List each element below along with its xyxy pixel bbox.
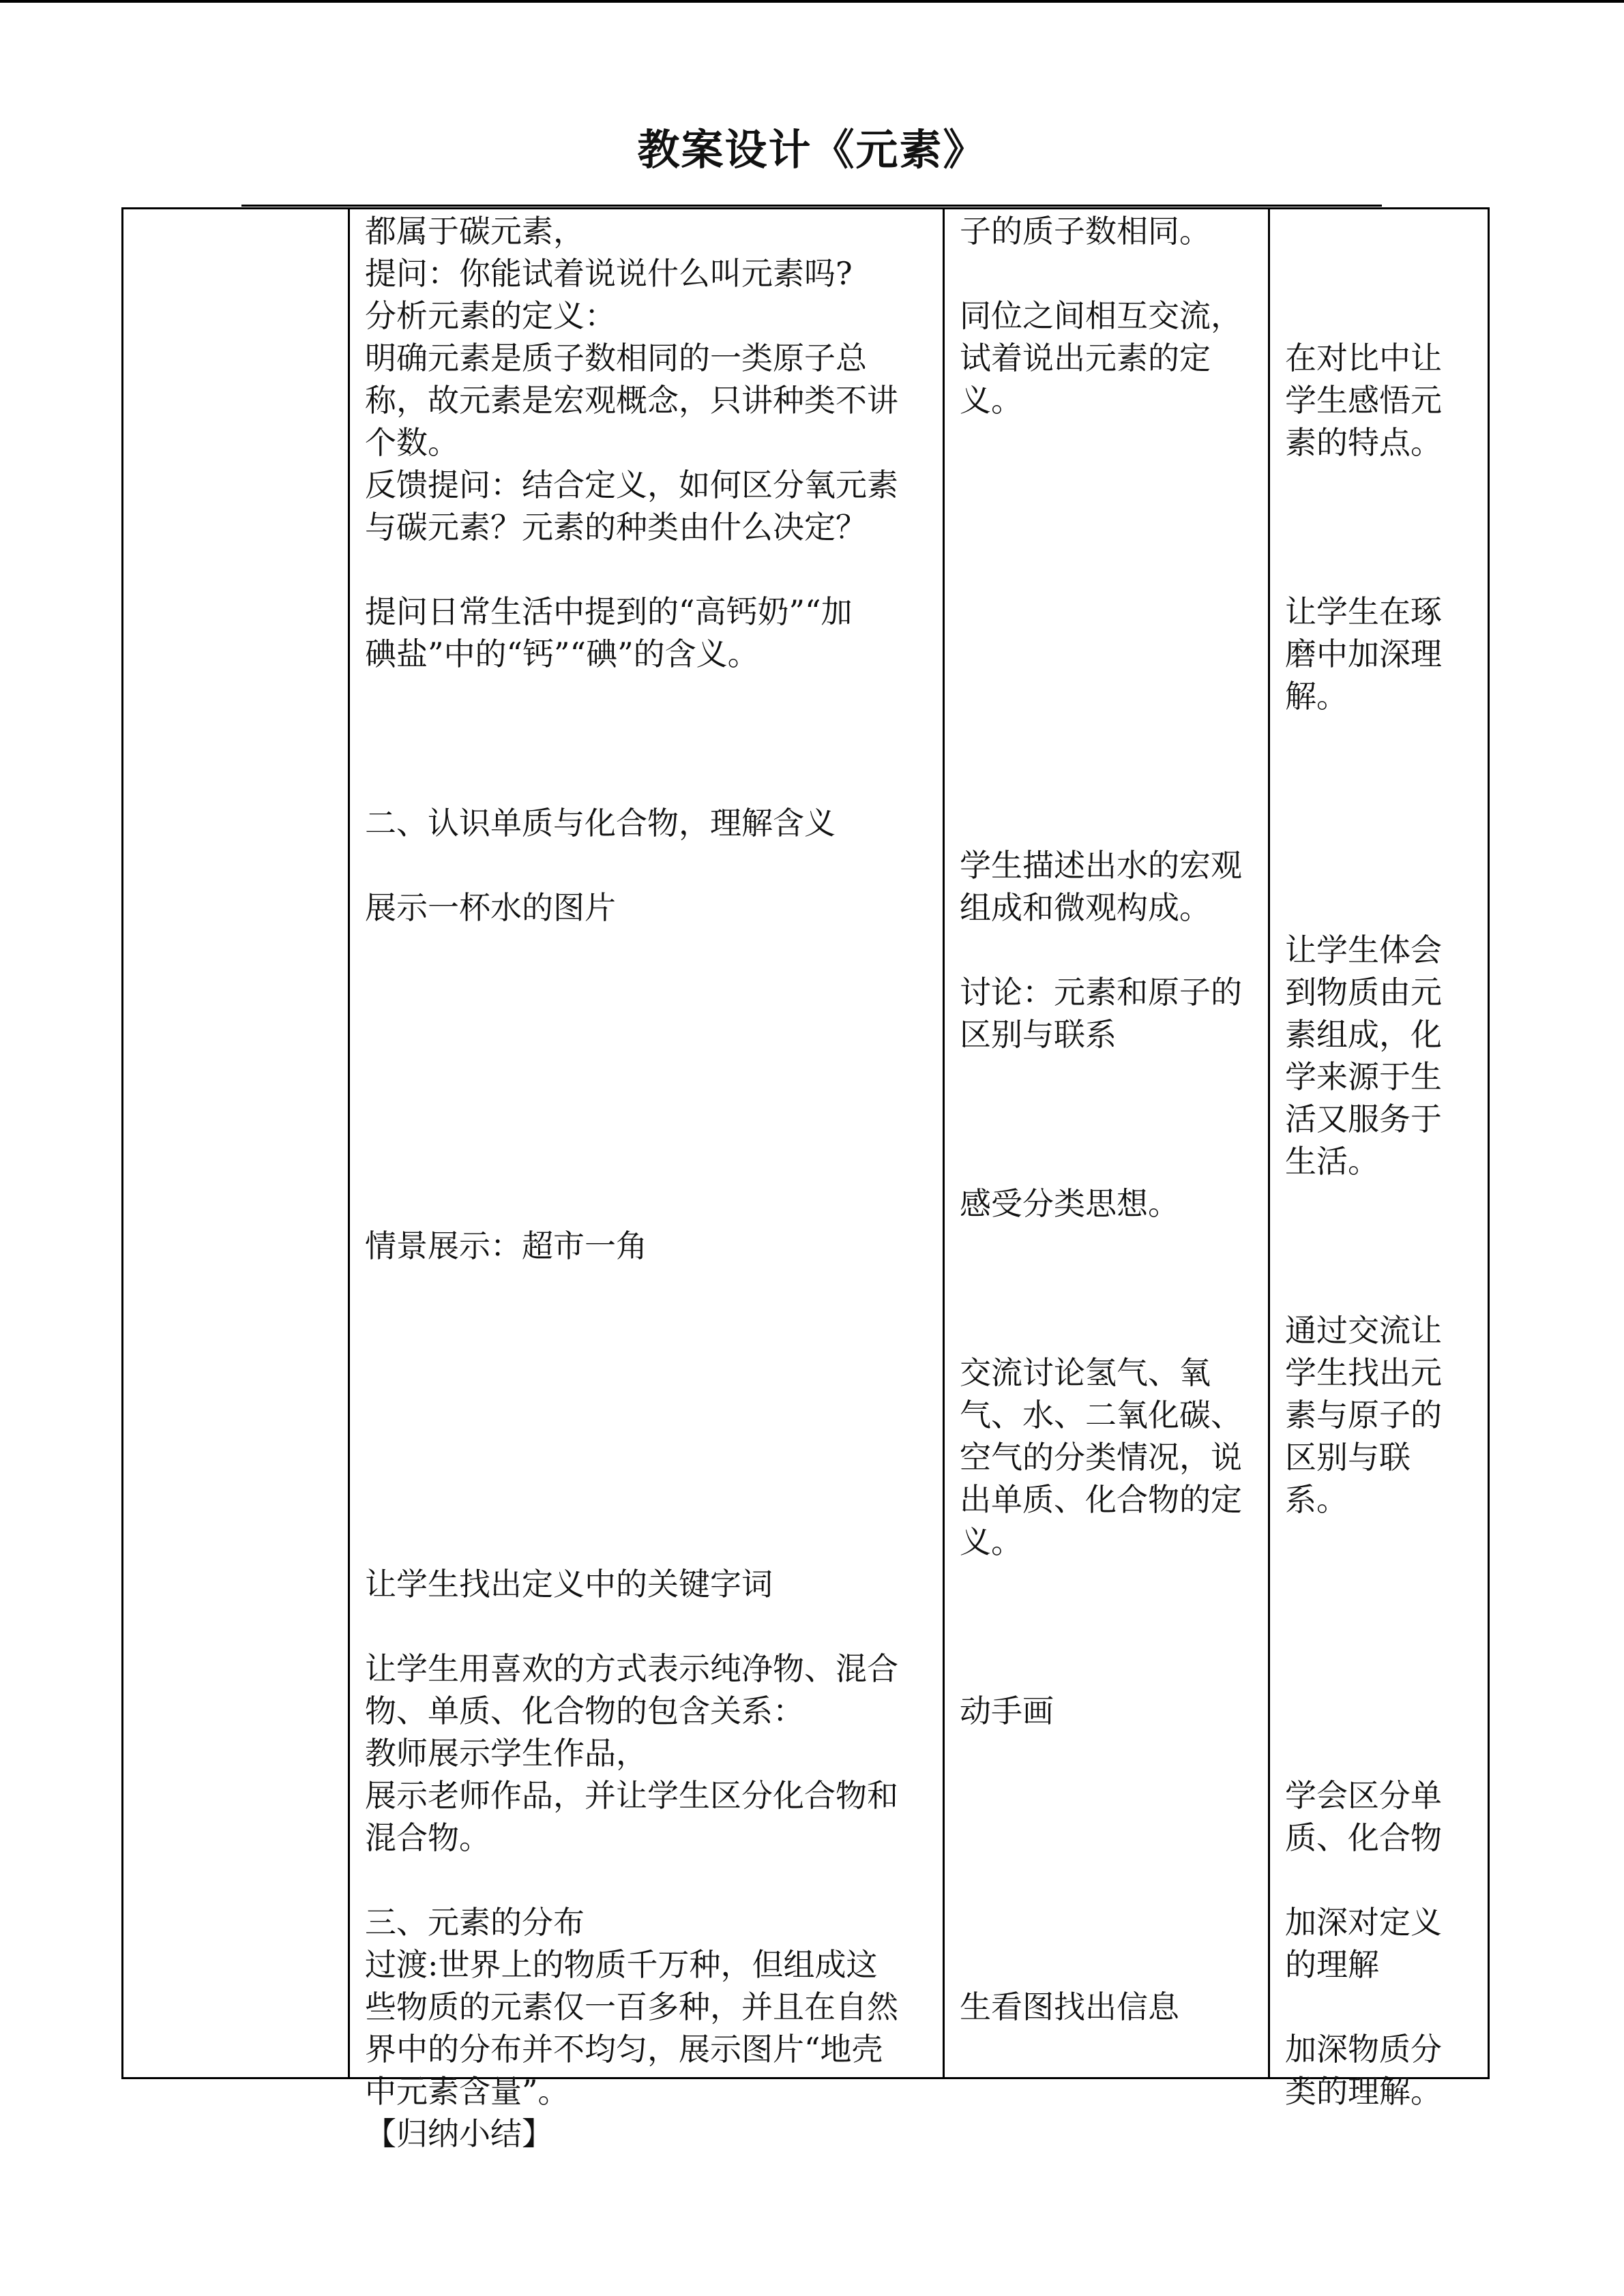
text-line: 义。 bbox=[960, 1523, 1022, 1560]
text-line bbox=[365, 1859, 898, 1901]
text-line: 在对比中让 bbox=[1285, 340, 1442, 376]
text-line bbox=[960, 1267, 1242, 1309]
text-line bbox=[1285, 1225, 1442, 1267]
text-line: 质、化合物 bbox=[1285, 1819, 1442, 1856]
text-line bbox=[1285, 464, 1442, 506]
text-line bbox=[960, 929, 1242, 971]
text-line bbox=[1285, 1859, 1442, 1901]
text-line: 活又服务于 bbox=[1285, 1101, 1442, 1137]
text-line bbox=[365, 717, 898, 760]
text-line bbox=[960, 675, 1242, 717]
text-line: 些物质的元素仅一百多种，并且在自然 bbox=[365, 1988, 898, 2025]
text-line: 通过交流让 bbox=[1285, 1312, 1442, 1349]
text-line: 学来源于生 bbox=[1285, 1058, 1442, 1095]
text-line: 让学生用喜欢的方式表示纯净物、混合 bbox=[365, 1650, 898, 1687]
text-line bbox=[960, 591, 1242, 633]
text-line: 出单质、化合物的定 bbox=[960, 1481, 1242, 1518]
column-divider-3 bbox=[1268, 207, 1270, 2079]
text-line bbox=[960, 1817, 1242, 1859]
text-line: 生看图找出信息 bbox=[960, 1988, 1179, 2025]
text-line bbox=[960, 1140, 1242, 1182]
text-line: 称，故元素是宏观概念，只讲种类不讲 bbox=[365, 382, 898, 419]
text-line: 与碳元素？元素的种类由什么决定？ bbox=[365, 509, 867, 546]
text-line: 义。 bbox=[960, 382, 1022, 419]
text-line bbox=[960, 506, 1242, 548]
text-line: 组成和微观构成。 bbox=[960, 889, 1211, 926]
text-line bbox=[365, 1605, 898, 1648]
text-line bbox=[960, 1774, 1242, 1817]
text-line: 解。 bbox=[1285, 678, 1348, 715]
text-line bbox=[365, 929, 898, 971]
design-intent-column bbox=[1285, 210, 1442, 2113]
text-line: 感受分类思想。 bbox=[960, 1185, 1179, 1222]
text-line: 碘盐”中的“钙”“碘”的含义。 bbox=[365, 636, 759, 672]
text-line bbox=[960, 1943, 1242, 1986]
text-line: 提问：你能试着说说什么叫元素吗? bbox=[365, 255, 853, 292]
page-title: 教案设计《元素》 bbox=[637, 125, 987, 175]
text-line bbox=[365, 971, 898, 1013]
text-line bbox=[365, 1056, 898, 1098]
text-line: 气、水、二氧化碳、 bbox=[960, 1397, 1242, 1433]
text-line bbox=[365, 1394, 898, 1436]
text-line: 让学生在琢 bbox=[1285, 593, 1442, 630]
text-line: 情景展示：超市一角 bbox=[365, 1227, 647, 1264]
text-line: 混合物。 bbox=[365, 1819, 490, 1856]
student-activity-column bbox=[960, 210, 1242, 2028]
text-line bbox=[1285, 886, 1442, 929]
column-divider-1 bbox=[348, 207, 350, 2079]
text-line: 子的质子数相同。 bbox=[960, 213, 1211, 250]
text-line: 学生感悟元 bbox=[1285, 382, 1442, 419]
text-line bbox=[365, 844, 898, 886]
text-line: 明确元素是质子数相同的一类原子总 bbox=[365, 340, 867, 376]
text-line bbox=[1285, 1267, 1442, 1309]
teacher-activity-column bbox=[365, 210, 898, 2155]
column-divider-2 bbox=[943, 207, 945, 2079]
text-line bbox=[960, 1605, 1242, 1648]
page-top-border bbox=[0, 0, 1624, 3]
text-line: 讨论：元素和原子的 bbox=[960, 974, 1242, 1011]
text-line: 二、认识单质与化合物，理解含义 bbox=[365, 805, 836, 841]
text-line bbox=[365, 675, 898, 717]
text-line bbox=[365, 1182, 898, 1225]
text-line bbox=[960, 1309, 1242, 1352]
text-line: 反馈提问：结合定义，如何区分氧元素 bbox=[365, 466, 898, 503]
text-line: 磨中加深理 bbox=[1285, 636, 1442, 672]
text-line bbox=[365, 1013, 898, 1056]
text-line: 都属于碳元素， bbox=[365, 213, 585, 250]
text-line bbox=[1285, 1648, 1442, 1690]
text-line: 让学生找出定义中的关键字词 bbox=[365, 1566, 773, 1602]
text-line bbox=[1285, 210, 1442, 252]
text-line: 展示一杯水的图片 bbox=[365, 889, 616, 926]
text-line bbox=[365, 760, 898, 802]
text-line bbox=[1285, 295, 1442, 337]
text-line bbox=[960, 1225, 1242, 1267]
text-line: 空气的分类情况，说 bbox=[960, 1439, 1242, 1476]
text-line bbox=[1285, 1690, 1442, 1732]
text-line: 的理解 bbox=[1285, 1946, 1379, 1983]
text-line: 展示老师作品，并让学生区分化合物和 bbox=[365, 1777, 898, 1814]
text-line bbox=[960, 1056, 1242, 1098]
text-line: 三、元素的分布 bbox=[365, 1904, 585, 1941]
text-line: 类的理解。 bbox=[1285, 2073, 1442, 2110]
text-line bbox=[1285, 717, 1442, 760]
text-line bbox=[365, 1098, 898, 1140]
text-line bbox=[960, 1563, 1242, 1605]
text-line: 试着说出元素的定 bbox=[960, 340, 1211, 376]
text-line: 区别与联系 bbox=[960, 1016, 1117, 1053]
text-line: 同位之间相互交流， bbox=[960, 297, 1242, 334]
text-line bbox=[1285, 1732, 1442, 1774]
text-line bbox=[1285, 1605, 1442, 1648]
text-line: 加深对定义 bbox=[1285, 1904, 1442, 1941]
text-line: 到物质由元 bbox=[1285, 974, 1442, 1011]
text-line: 中元素含量”。 bbox=[365, 2073, 570, 2110]
text-line bbox=[1285, 1182, 1442, 1225]
text-line bbox=[960, 464, 1242, 506]
text-line bbox=[1285, 548, 1442, 591]
text-line bbox=[1285, 1521, 1442, 1563]
text-line bbox=[1285, 506, 1442, 548]
text-line: 素组成，化 bbox=[1285, 1016, 1442, 1053]
text-line: 加深物质分 bbox=[1285, 2031, 1442, 2068]
text-line bbox=[365, 1521, 898, 1563]
text-line bbox=[960, 633, 1242, 675]
text-line bbox=[960, 252, 1242, 295]
text-line bbox=[365, 1309, 898, 1352]
text-line bbox=[960, 717, 1242, 760]
text-line bbox=[960, 1901, 1242, 1943]
text-line: 学生找出元 bbox=[1285, 1354, 1442, 1391]
text-line bbox=[1285, 802, 1442, 844]
text-line: 界中的分布并不均匀，展示图片“地壳 bbox=[365, 2031, 883, 2068]
text-line: 学会区分单 bbox=[1285, 1777, 1442, 1814]
text-line bbox=[365, 548, 898, 591]
text-line: 让学生体会 bbox=[1285, 931, 1442, 968]
text-line bbox=[960, 1859, 1242, 1901]
text-line bbox=[365, 1140, 898, 1182]
text-line: 过渡:世界上的物质千万种，但组成这 bbox=[365, 1946, 878, 1983]
text-line: 学生描述出水的宏观 bbox=[960, 847, 1242, 884]
text-line bbox=[1285, 844, 1442, 886]
title-underline bbox=[241, 205, 1382, 207]
text-line: 物、单质、化合物的包含关系： bbox=[365, 1693, 804, 1729]
text-line bbox=[365, 1436, 898, 1478]
text-line: 动手画 bbox=[960, 1693, 1054, 1729]
text-line bbox=[365, 1267, 898, 1309]
text-line: 生活。 bbox=[1285, 1143, 1379, 1180]
text-line bbox=[960, 802, 1242, 844]
text-line: 【归纳小结】 bbox=[365, 2115, 553, 2152]
text-line: 分析元素的定义： bbox=[365, 297, 616, 334]
text-line bbox=[960, 421, 1242, 464]
text-line bbox=[1285, 1986, 1442, 2028]
text-line bbox=[960, 1732, 1242, 1774]
text-line bbox=[1285, 252, 1442, 295]
text-line bbox=[960, 760, 1242, 802]
text-line: 区别与联 bbox=[1285, 1439, 1411, 1476]
text-line: 素的特点。 bbox=[1285, 424, 1442, 461]
text-line: 个数。 bbox=[365, 424, 459, 461]
text-line: 系。 bbox=[1285, 1481, 1348, 1518]
text-line bbox=[365, 1352, 898, 1394]
text-line bbox=[1285, 1563, 1442, 1605]
text-line: 交流讨论氢气、氧 bbox=[960, 1354, 1211, 1391]
text-line bbox=[365, 1478, 898, 1521]
text-line: 教师展示学生作品， bbox=[365, 1735, 647, 1772]
text-line bbox=[1285, 760, 1442, 802]
text-line bbox=[960, 1098, 1242, 1140]
text-line: 提问日常生活中提到的“高钙奶”“加 bbox=[365, 593, 853, 630]
text-line bbox=[960, 548, 1242, 591]
text-line: 素与原子的 bbox=[1285, 1397, 1442, 1433]
text-line bbox=[960, 1648, 1242, 1690]
